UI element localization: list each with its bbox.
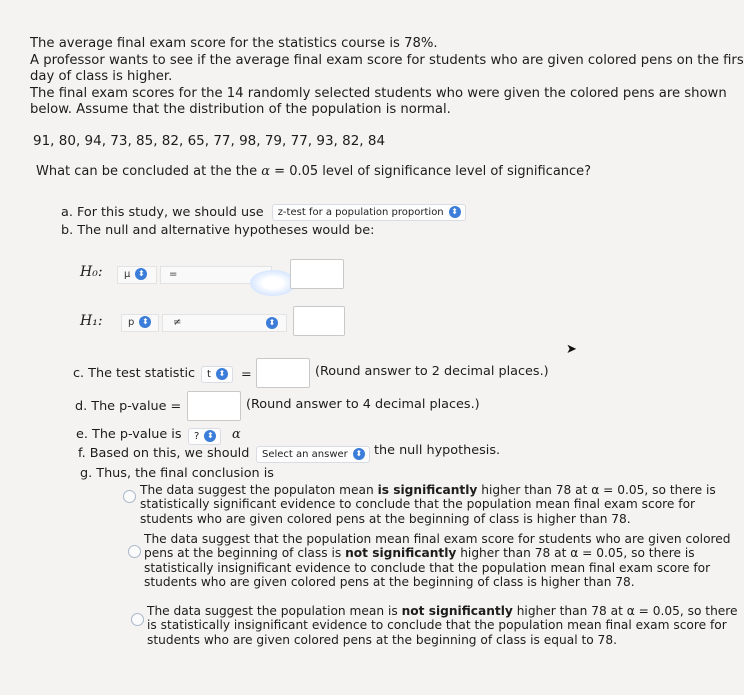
alpha-symbol: α xyxy=(232,427,241,442)
h1-parameter-select[interactable]: p ⬍ xyxy=(121,314,159,332)
h0-operator-select[interactable]: = xyxy=(160,266,272,284)
equals-sign: = xyxy=(241,367,252,382)
p-value-comparison-select[interactable]: ? ⬍ xyxy=(188,428,221,445)
conclusion-option-1[interactable]: The data suggest the populaton mean is significantly higher than 78 at α = 0.05, so there is statistically significant evidence to conclude that the population mean final exam score for students who are given colored pens at the beginning of class is higher than 78. xyxy=(140,483,716,526)
conclusion-option-3[interactable]: The data suggest the population mean is not significantly higher than 78 at α = 0.05, so there is statistically insignificant evidence to conclude that the population mean final exam score for students who are given colored pens at the beginning of class is equal to 78. xyxy=(147,604,738,647)
h1-operator-select[interactable]: ≠ ⬍ xyxy=(162,314,287,332)
h0-parameter-select[interactable]: μ ⬍ xyxy=(117,266,157,284)
h1-value-input[interactable] xyxy=(293,306,345,336)
intro-line-2: A professor wants to see if the average final exam score for students who are given colored pens on the firs xyxy=(30,52,744,68)
part-c-note: (Round answer to 2 decimal places.) xyxy=(315,364,549,379)
conclusion-radio-1[interactable] xyxy=(123,490,136,503)
intro-line-4: The final exam scores for the 14 randomly selected students who were given the colored pens are shown xyxy=(30,85,727,101)
part-a xyxy=(61,204,466,221)
cursor-icon: ➤ xyxy=(566,342,577,357)
problem-intro xyxy=(30,36,744,119)
test-statistic-select[interactable]: t ⬍ xyxy=(201,366,233,383)
chevron-icon: ⬍ xyxy=(204,430,216,442)
conclusion-option-2[interactable]: The data suggest that the population mean final exam score for students who are given colored pens at the beginning of class is not significantly higher than 78 at α = 0.05, so there is statistically insignificant evidence to conclude that the population mean final exam score for students who are given colored pens at the beginning of class is higher than 78. xyxy=(144,532,731,589)
chevron-icon: ⬍ xyxy=(139,316,151,328)
part-g-label: g. Thus, the final conclusion is xyxy=(80,466,274,481)
sample-data: 91, 80, 94, 73, 85, 82, 65, 77, 98, 79, 77, 93, 82, 84 xyxy=(33,133,386,149)
part-d-label: d. The p-value = xyxy=(75,399,182,414)
test-statistic-input[interactable] xyxy=(256,358,310,388)
intro-line-1: The average final exam score for the statistics course is 78%. xyxy=(30,36,438,51)
h0-value-input[interactable] xyxy=(290,259,344,289)
h1-label: H₁: xyxy=(80,313,103,329)
p-value-input[interactable] xyxy=(187,391,241,421)
chevron-icon: ⬍ xyxy=(135,268,147,280)
h0-label: H₀: xyxy=(80,264,103,280)
decision-select[interactable]: Select an answer ⬍ xyxy=(256,446,370,463)
part-c-label: c. The test statistic xyxy=(73,366,196,381)
part-f-label: f. Based on this, we should xyxy=(78,446,250,461)
question-text: What can be concluded at the the α = 0.05 level of significance level of significance? xyxy=(36,164,592,179)
part-f-suffix: the null hypothesis. xyxy=(374,443,501,458)
intro-line-5: below. Assume that the distribution of the population is normal. xyxy=(30,102,451,118)
part-b-label: b. The null and alternative hypotheses would be: xyxy=(61,223,375,238)
conclusion-radio-2[interactable] xyxy=(128,545,141,558)
chevron-icon: ⬍ xyxy=(216,368,228,380)
part-d-note: (Round answer to 4 decimal places.) xyxy=(246,397,480,412)
part-e-label: e. The p-value is xyxy=(76,427,182,442)
chevron-icon: ⬍ xyxy=(266,317,278,329)
part-a-label: a. For this study, we should use xyxy=(61,205,264,220)
chevron-icon: ⬍ xyxy=(449,206,461,218)
test-type-select[interactable]: z-test for a population proportion ⬍ xyxy=(272,204,466,221)
intro-line-3: day of class is higher. xyxy=(30,69,173,85)
conclusion-radio-3[interactable] xyxy=(131,613,144,626)
chevron-icon: ⬍ xyxy=(353,448,365,460)
